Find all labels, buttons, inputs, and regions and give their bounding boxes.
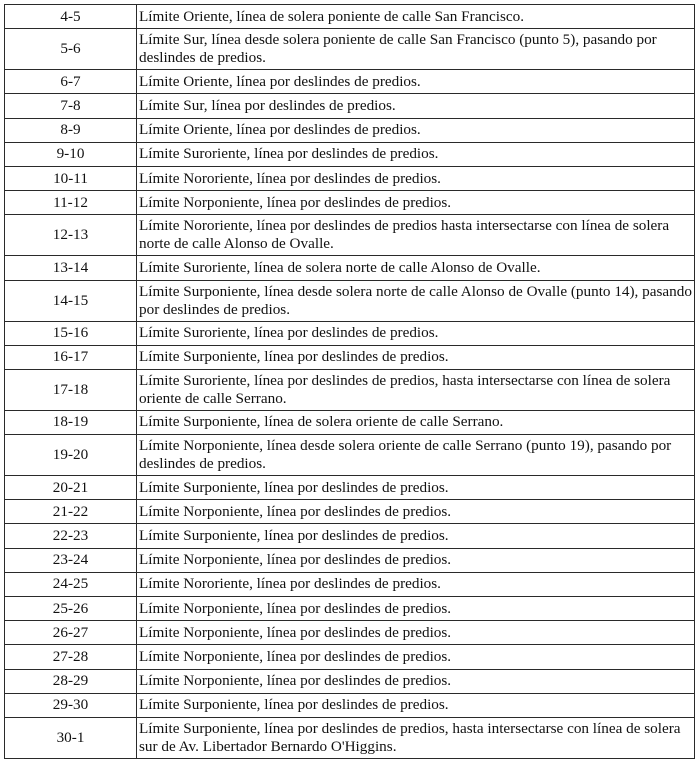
table-row bbox=[5, 645, 695, 669]
description-cell: Límite Nororiente, línea por deslindes de predios. bbox=[137, 572, 695, 596]
description-cell: Límite Suroriente, línea por deslindes de predios. bbox=[137, 321, 695, 345]
description-cell: Límite Surponiente, línea por deslindes de predios. bbox=[137, 476, 695, 500]
description-cell: Límite Suroriente, línea por deslindes de predios, hasta intersectarse con línea de solera oriente de calle Serrano. bbox=[137, 369, 695, 410]
table-row bbox=[5, 524, 695, 548]
segment-cell: 18-19 bbox=[5, 410, 137, 434]
segment-cell: 14-15 bbox=[5, 280, 137, 321]
segment-cell: 29-30 bbox=[5, 693, 137, 717]
description-cell: Límite Norponiente, línea por deslindes de predios. bbox=[137, 597, 695, 621]
table-row bbox=[5, 345, 695, 369]
description-cell: Límite Surponiente, línea por deslindes de predios. bbox=[137, 345, 695, 369]
table-row bbox=[5, 191, 695, 215]
segment-cell: 19-20 bbox=[5, 435, 137, 476]
segment-cell: 4-5 bbox=[5, 5, 137, 29]
table-row bbox=[5, 621, 695, 645]
segment-cell: 8-9 bbox=[5, 118, 137, 142]
table-row bbox=[5, 256, 695, 280]
table-row bbox=[5, 500, 695, 524]
description-cell: Límite Norponiente, línea por deslindes de predios. bbox=[137, 500, 695, 524]
description-cell: Límite Norponiente, línea desde solera oriente de calle Serrano (punto 19), pasando por deslindes de predios. bbox=[137, 435, 695, 476]
segment-cell: 12-13 bbox=[5, 215, 137, 256]
table-row bbox=[5, 572, 695, 596]
description-cell: Límite Oriente, línea de solera poniente de calle San Francisco. bbox=[137, 5, 695, 29]
description-cell: Límite Sur, línea desde solera poniente de calle San Francisco (punto 5), pasando por deslindes de predios. bbox=[137, 29, 695, 70]
table-row bbox=[5, 142, 695, 166]
boundary-segments-table bbox=[4, 4, 695, 759]
segment-cell: 6-7 bbox=[5, 70, 137, 94]
table-row bbox=[5, 476, 695, 500]
table-row bbox=[5, 70, 695, 94]
segment-cell: 13-14 bbox=[5, 256, 137, 280]
segment-cell: 25-26 bbox=[5, 597, 137, 621]
table-row bbox=[5, 5, 695, 29]
segment-cell: 26-27 bbox=[5, 621, 137, 645]
segment-cell: 15-16 bbox=[5, 321, 137, 345]
segment-cell: 10-11 bbox=[5, 166, 137, 190]
segment-cell: 20-21 bbox=[5, 476, 137, 500]
segment-cell: 9-10 bbox=[5, 142, 137, 166]
table-row bbox=[5, 321, 695, 345]
table-row bbox=[5, 717, 695, 758]
description-cell: Límite Norponiente, línea por deslindes de predios. bbox=[137, 645, 695, 669]
table-row bbox=[5, 118, 695, 142]
segment-cell: 5-6 bbox=[5, 29, 137, 70]
table-row bbox=[5, 166, 695, 190]
table-row bbox=[5, 94, 695, 118]
segment-cell: 17-18 bbox=[5, 369, 137, 410]
description-cell: Límite Surponiente, línea de solera oriente de calle Serrano. bbox=[137, 410, 695, 434]
table-row bbox=[5, 693, 695, 717]
table-row bbox=[5, 669, 695, 693]
segment-cell: 21-22 bbox=[5, 500, 137, 524]
table-body bbox=[5, 5, 695, 759]
description-cell: Límite Oriente, línea por deslindes de predios. bbox=[137, 70, 695, 94]
description-cell: Límite Surponiente, línea por deslindes de predios, hasta intersectarse con línea de solera sur de Av. Libertador Bernardo O'Higgins. bbox=[137, 717, 695, 758]
segment-cell: 30-1 bbox=[5, 717, 137, 758]
segment-cell: 27-28 bbox=[5, 645, 137, 669]
description-cell: Límite Suroriente, línea de solera norte de calle Alonso de Ovalle. bbox=[137, 256, 695, 280]
description-cell: Límite Norponiente, línea por deslindes de predios. bbox=[137, 548, 695, 572]
table-row bbox=[5, 369, 695, 410]
table-row bbox=[5, 410, 695, 434]
segment-cell: 11-12 bbox=[5, 191, 137, 215]
description-cell: Límite Sur, línea por deslindes de predios. bbox=[137, 94, 695, 118]
table-row bbox=[5, 215, 695, 256]
table-row bbox=[5, 29, 695, 70]
segment-cell: 22-23 bbox=[5, 524, 137, 548]
table-row bbox=[5, 435, 695, 476]
table-row bbox=[5, 548, 695, 572]
table-row bbox=[5, 597, 695, 621]
table-row bbox=[5, 280, 695, 321]
description-cell: Límite Norponiente, línea por deslindes de predios. bbox=[137, 669, 695, 693]
segment-cell: 23-24 bbox=[5, 548, 137, 572]
description-cell: Límite Norponiente, línea por deslindes de predios. bbox=[137, 191, 695, 215]
description-cell: Límite Surponiente, línea por deslindes de predios. bbox=[137, 693, 695, 717]
description-cell: Límite Surponiente, línea desde solera norte de calle Alonso de Ovalle (punto 14), pasando por deslindes de predios. bbox=[137, 280, 695, 321]
segment-cell: 16-17 bbox=[5, 345, 137, 369]
description-cell: Límite Suroriente, línea por deslindes de predios. bbox=[137, 142, 695, 166]
description-cell: Límite Nororiente, línea por deslindes de predios hasta intersectarse con línea de solera norte de calle Alonso de Ovalle. bbox=[137, 215, 695, 256]
segment-cell: 28-29 bbox=[5, 669, 137, 693]
description-cell: Límite Oriente, línea por deslindes de predios. bbox=[137, 118, 695, 142]
segment-cell: 24-25 bbox=[5, 572, 137, 596]
description-cell: Límite Norponiente, línea por deslindes de predios. bbox=[137, 621, 695, 645]
segment-cell: 7-8 bbox=[5, 94, 137, 118]
description-cell: Límite Nororiente, línea por deslindes de predios. bbox=[137, 166, 695, 190]
description-cell: Límite Surponiente, línea por deslindes de predios. bbox=[137, 524, 695, 548]
